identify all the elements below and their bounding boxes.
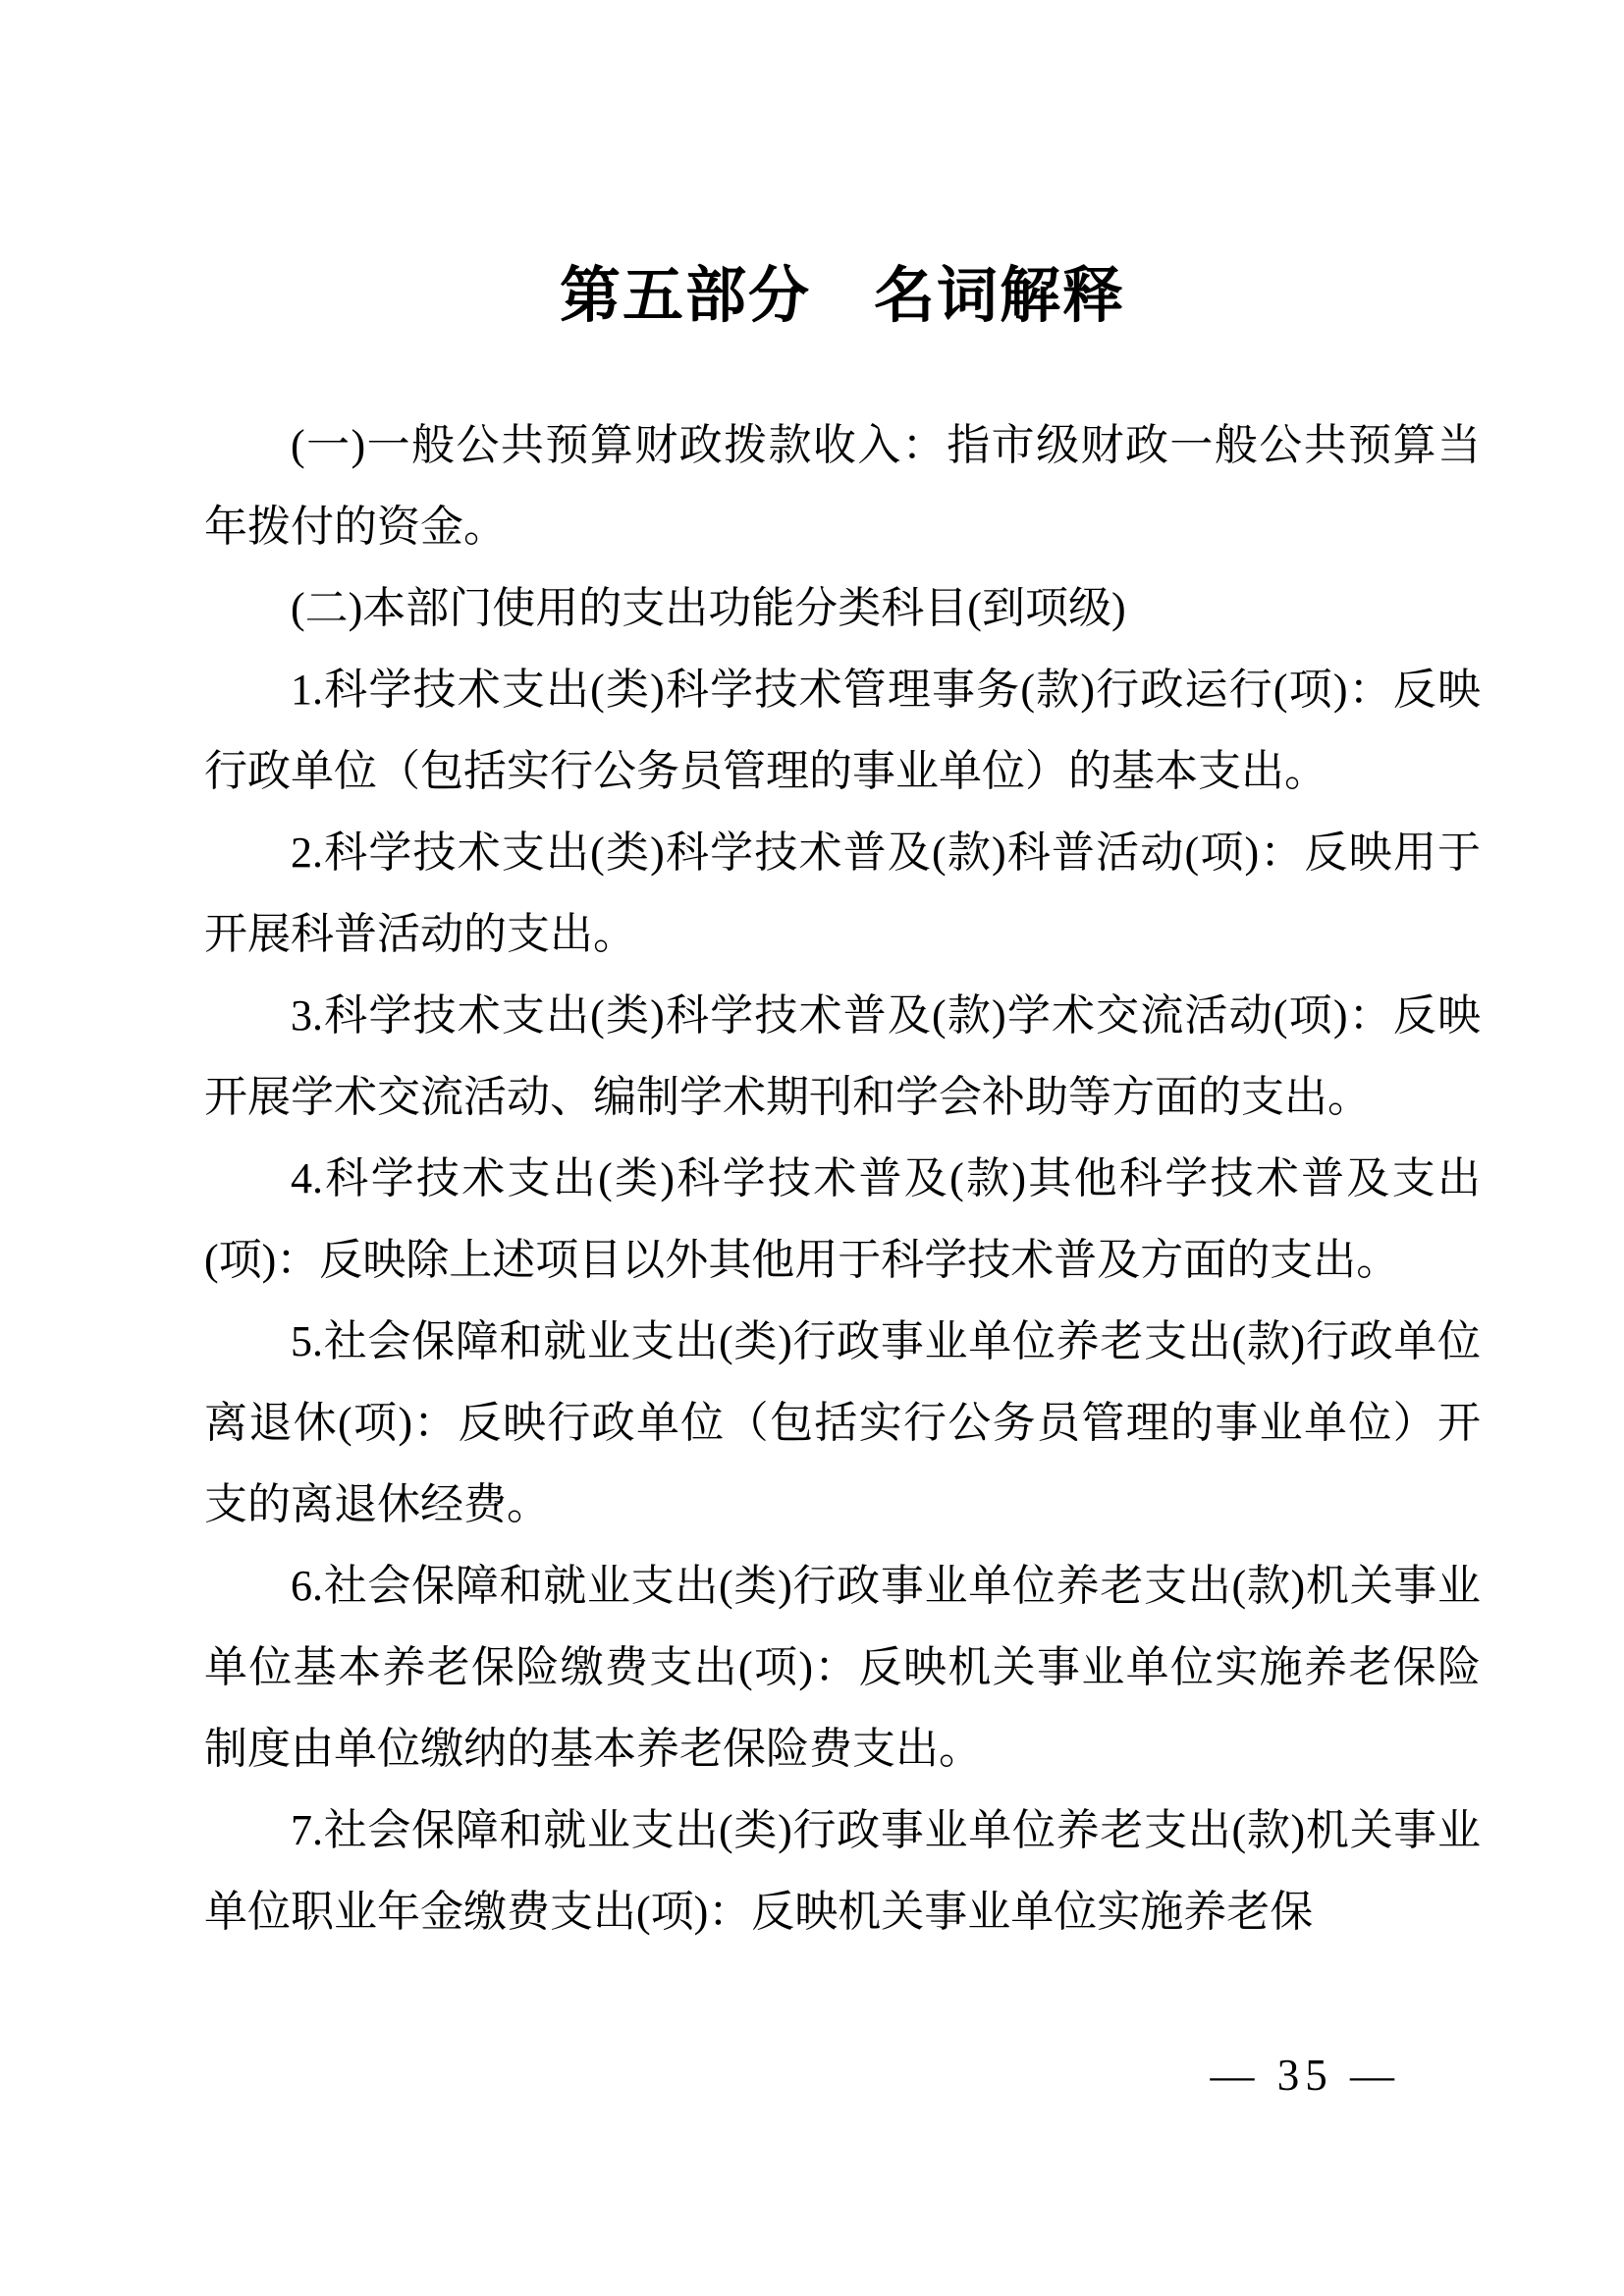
page-content [204,253,1481,1952]
paragraph-yi: (一)一般公共预算财政拨款收入：指市级财政一般公共预算当年拨付的资金。 [204,421,1481,551]
page-number: — 35 — [1210,2051,1400,2100]
definition-item-4: 4.科学技术支出(类)科学技术普及(款)其他科学技术普及支出(项)：反映除上述项目以外其他用于科学技术普及方面的支出。 [204,1154,1481,1284]
definition-item-6: 6.社会保障和就业支出(类)行政事业单位养老支出(款)机关事业单位基本养老保险缴费支出(项)：反映机关事业单位实施养老保险制度由单位缴纳的基本养老保险费支出。 [204,1562,1481,1773]
definition-item-2: 2.科学技术支出(类)科学技术普及(款)科普活动(项)：反映用于开展科普活动的支出。 [204,828,1481,958]
definition-item-3: 3.科学技术支出(类)科学技术普及(款)学术交流活动(项)：反映开展学术交流活动、编制学术期刊和学会补助等方面的支出。 [204,991,1481,1121]
definition-item-5: 5.社会保障和就业支出(类)行政事业单位养老支出(款)行政单位离退休(项)：反映行政单位（包括实行公务员管理的事业单位）开支的离退休经费。 [204,1317,1481,1528]
paragraph-er: (二)本部门使用的支出功能分类科目(到项级) [291,584,1126,632]
definition-item-7: 7.社会保障和就业支出(类)行政事业单位养老支出(款)机关事业单位职业年金缴费支出(项)：反映机关事业单位实施养老保 [204,1806,1481,1936]
page-title: 第五部分 名词解释 [559,263,1125,330]
definition-item-1: 1.科学技术支出(类)科学技术管理事务(款)行政运行(项)：反映行政单位（包括实行公务员管理的事业单位）的基本支出。 [204,666,1481,795]
body-text [204,404,1481,1952]
